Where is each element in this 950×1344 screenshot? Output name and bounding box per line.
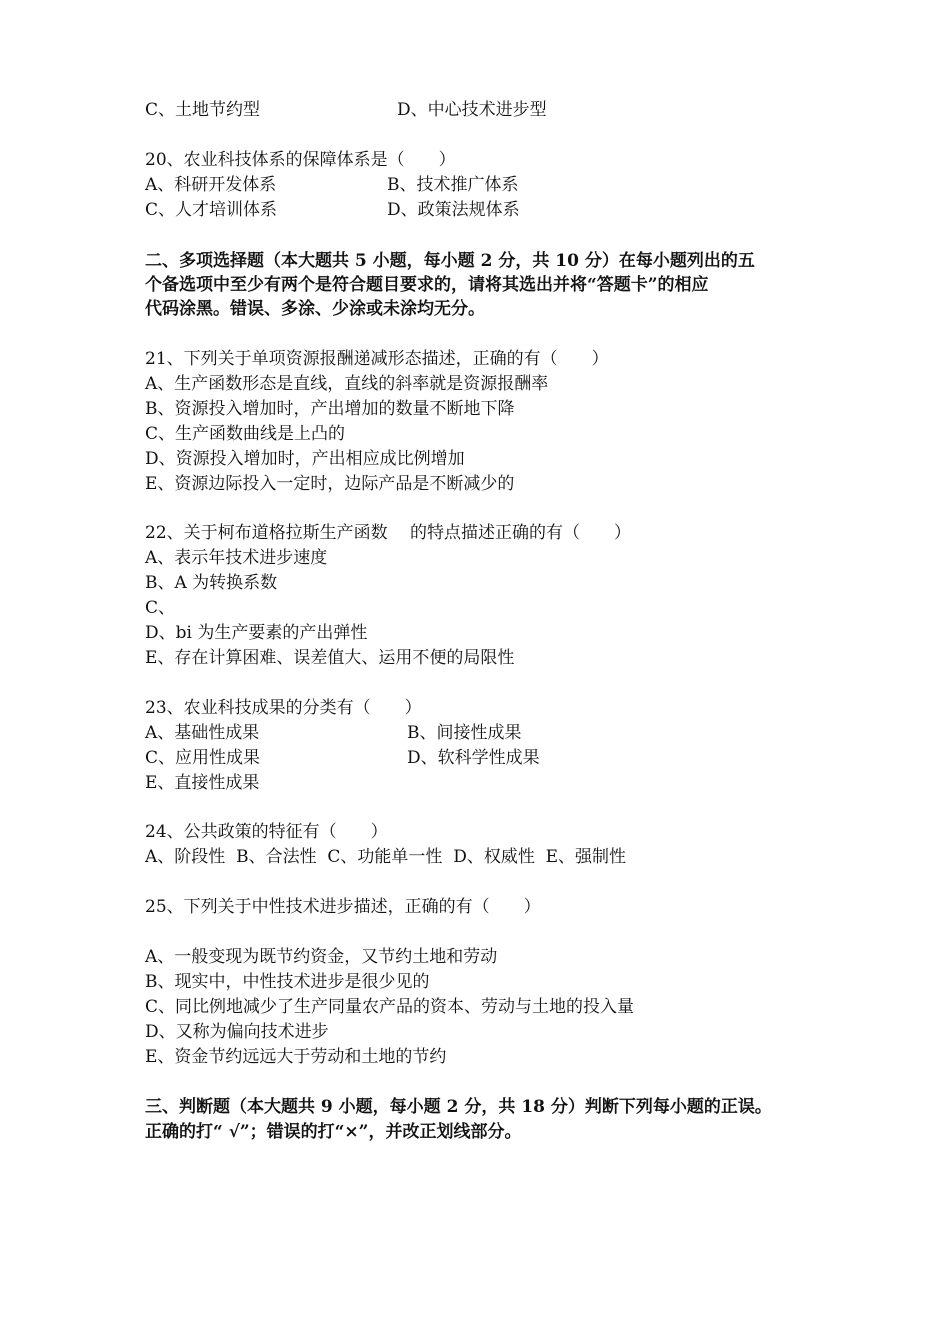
q21-option-e: E、资源边际投入一定时，边际产品是不断减少的 xyxy=(145,474,515,494)
section2-heading-line1: 二、多项选择题（本大题共 5 小题，每小题 2 分，共 10 分）在每小题列出的五 xyxy=(145,251,755,271)
q25-option-e: E、资金节约远远大于劳动和土地的节约 xyxy=(145,1047,447,1067)
q20-option-a: A、科研开发体系 xyxy=(145,175,277,195)
section2-heading-line3: 代码涂黑。错误、多涂、少涂或未涂均无分。 xyxy=(145,299,485,319)
q22-option-d: D、bi 为生产要素的产出弹性 xyxy=(145,623,368,643)
q24-stem: 24、公共政策的特征有（ ） xyxy=(145,822,388,842)
q24-options: A、阶段性 B、合法性 C、功能单一性 D、权威性 E、强制性 xyxy=(145,847,627,867)
q23-option-e: E、直接性成果 xyxy=(145,773,260,793)
q21-option-d: D、资源投入增加时，产出相应成比例增加 xyxy=(145,449,465,469)
q22-option-a: A、表示年技术进步速度 xyxy=(145,548,328,568)
q22-option-b: B、A 为转换系数 xyxy=(145,573,278,593)
q25-option-a: A、一般变现为既节约资金，又节约土地和劳动 xyxy=(145,947,498,967)
q22-option-e: E、存在计算困难、误差值大、运用不便的局限性 xyxy=(145,648,515,668)
q25-stem: 25、下列关于中性技术进步描述，正确的有（ ） xyxy=(145,897,541,917)
section3-heading-line2: 正确的打“ √”；错误的打“×”，并改正划线部分。 xyxy=(145,1122,522,1142)
q23-option-b: B、间接性成果 xyxy=(407,723,522,743)
q22-stem: 22、关于柯布道格拉斯生产函数 的特点描述正确的有（ ） xyxy=(145,523,632,543)
q20-option-c: C、人才培训体系 xyxy=(145,200,278,220)
q21-option-b: B、资源投入增加时，产出增加的数量不断地下降 xyxy=(145,399,515,419)
section3-heading-line1: 三、判断题（本大题共 9 小题，每小题 2 分，共 18 分）判断下列每小题的正误。 xyxy=(145,1097,772,1117)
q23-option-a: A、基础性成果 xyxy=(145,723,260,743)
q19-option-c: C、土地节约型 xyxy=(145,100,261,120)
q20-option-b: B、技术推广体系 xyxy=(387,175,519,195)
q23-option-d: D、软科学性成果 xyxy=(407,748,540,768)
q21-option-c: C、生产函数曲线是上凸的 xyxy=(145,424,346,444)
q20-option-d: D、政策法规体系 xyxy=(387,200,520,220)
q22-option-c: C、 xyxy=(145,598,176,618)
q25-option-c: C、同比例地减少了生产同量农产品的资本、劳动与土地的投入量 xyxy=(145,997,635,1017)
q25-option-d: D、又称为偏向技术进步 xyxy=(145,1022,329,1042)
q25-option-b: B、现实中，中性技术进步是很少见的 xyxy=(145,972,430,992)
q20-stem: 20、农业科技体系的保障体系是（ ） xyxy=(145,150,456,170)
q23-stem: 23、农业科技成果的分类有（ ） xyxy=(145,698,422,718)
q23-option-c: C、应用性成果 xyxy=(145,748,261,768)
q21-stem: 21、下列关于单项资源报酬递减形态描述，正确的有（ ） xyxy=(145,349,609,369)
q21-option-a: A、生产函数形态是直线，直线的斜率就是资源报酬率 xyxy=(145,374,549,394)
q19-option-d: D、中心技术进步型 xyxy=(397,100,547,120)
section2-heading-line2: 个备选项中至少有两个是符合题目要求的，请将其选出并将“答题卡”的相应 xyxy=(145,275,709,295)
